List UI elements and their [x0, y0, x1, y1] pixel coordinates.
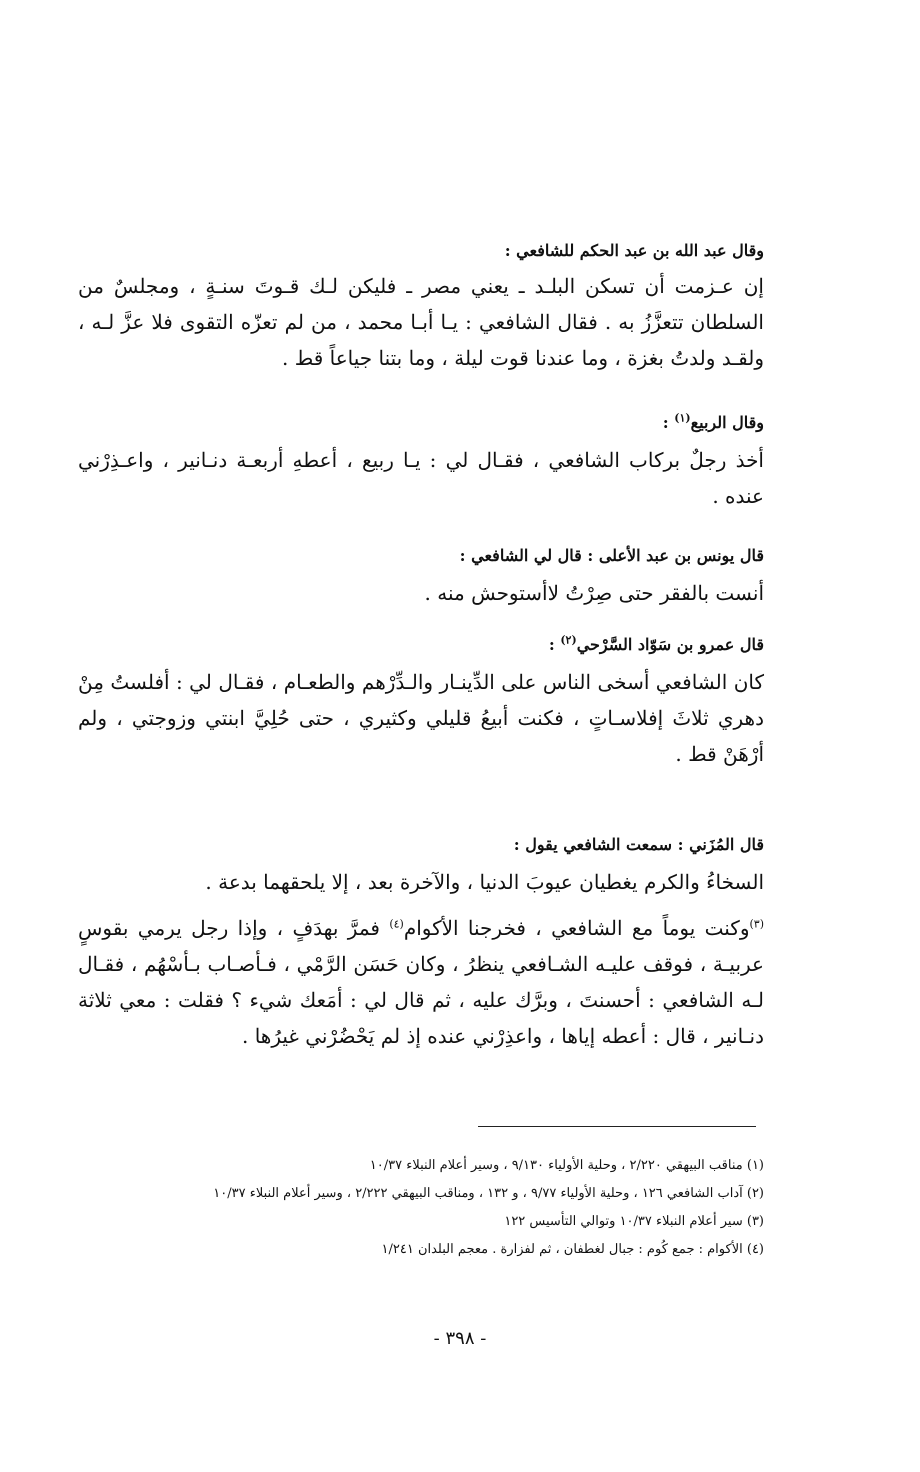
section-2 — [78, 410, 764, 514]
footnote: (٢) آداب الشافعي ١٢٦ ، وحلية الأولياء ٩/٧٧ ، و ١٣٢ ، ومناقب البيهقي ٢/٢٢٢ ، وسير أعلام النبلاء ١٠/٣٧ — [213, 1186, 764, 1201]
section-3 — [78, 543, 764, 611]
section-heading: قال يونس بن عبد الأعلى : قال لي الشافعي : — [459, 546, 764, 565]
section-text: السخاءُ والكرم يغطيان عيوبَ الدنيا ، والآخرة بعد ، إلا يلحقهما بدعة . — [205, 870, 764, 894]
footnote-ref: (٤) — [389, 917, 404, 931]
section-heading: قال المُزَني : سمعت الشافعي يقول : — [513, 835, 764, 854]
footnote-ref: (١) — [674, 411, 691, 425]
section-5 — [78, 832, 764, 1054]
section-text: أخذ رجلٌ بركاب الشافعي ، فقـال لي : يـا ربيع ، أعطهِ أربعـة دنـانير ، واعـذِرْني عنده . — [78, 448, 764, 508]
section-4 — [78, 632, 764, 772]
section-heading: قال عمرو بن سَوّاد السَّرْحي$^{(٢)}$ : — [548, 633, 764, 654]
section-text: أنست بالفقر حتى صِرْتُ لاأستوحش منه . — [424, 581, 764, 605]
footnote-ref: (٢) — [560, 633, 577, 647]
page-number: - ٣٩٨ - — [433, 1328, 487, 1349]
footnote: (٣) سير أعلام النبلاء ١٠/٣٧ وتوالي التأسيس ١٢٢ — [504, 1214, 764, 1229]
section-text: $^{(٣)}$وكنت يوماً مع الشافعي ، فخرجنا الأكوام$^{(٤)}$ فمرَّ بهدَفٍ ، وإذا رجل يرمي بقوسٍ عربيـة ، فوقف عليـه الشـافعي ينظرُ ، وكان حَسَن الرَّمْي ، فـأصـاب بـأسْهُم ، فقـال لـه الشافعي : أحسنتَ ، وبرَّك عليه ، ثم قال لي : أمَعك شيء ؟ فقلت : معي ثلاثة دنـانير ، قال : أعطه إياها ، واعذِرْني عنده إذ لم يَحْضُرْني غيرُها . — [78, 916, 765, 1048]
section-heading: وقال عبد الله بن عبد الحكم للشافعي : — [504, 241, 764, 260]
section-heading: وقال الربيع$^{(١)}$ : — [662, 411, 764, 432]
footnote: (٤) الأكوام : جمع كُوم : جبال لغطفان ، ثم لفزارة . معجم البلدان ١/٢٤١ — [381, 1242, 764, 1257]
section-text: إن عـزمت أن تسكن البلـد ـ يعني مصر ـ فليكن لـك قـوتَ سنـةٍ ، ومجلسٌ من السلطان تتعزَّزُ به . فقال الشافعي : يـا أبـا محمد ، من لم تعزّه التقوى فلا عزَّ لـه ، ولقـد ولدتُ بغزة ، وما عندنا قوت ليلة ، وما بتنا جياعاً قط . — [78, 274, 764, 370]
section-1 — [78, 238, 764, 376]
section-text: كان الشافعي أسخى الناس على الدِّينـار والـدِّرْهم والطعـام ، فقـال لي : أفلستُ مِنْ دهري ثلاثَ إفلاسـاتٍ ، فكنت أبيعُ قليلي وكثيري ، حتى حُلِيَّ ابنتي وزوجتي ، ولم أرْهَنْ قط . — [78, 670, 764, 766]
footnote: (١) مناقب البيهقي ٢/٢٢٠ ، وحلية الأولياء ٩/١٣٠ ، وسير أعلام النبلاء ١٠/٣٧ — [369, 1158, 764, 1173]
footnote-ref: (٣) — [749, 917, 765, 931]
footnote-divider — [478, 1126, 756, 1127]
